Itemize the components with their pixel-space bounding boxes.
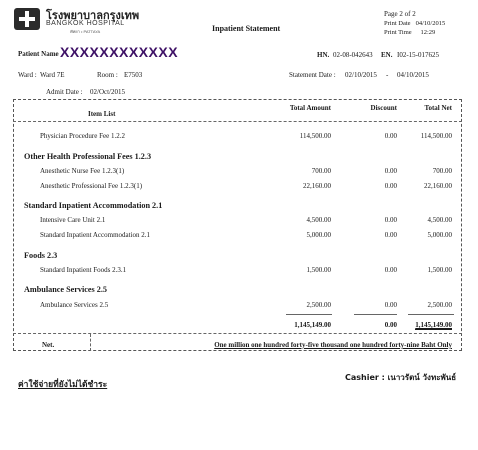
net-amount-in-words: One million one hundred forty-five thousand one hundred forty-nine Baht Only [214, 341, 452, 349]
category-heading: Ambulance Services 2.5 [24, 285, 108, 294]
table-row-label: Ambulance Services 2.5 [40, 301, 109, 309]
statement-from: 02/10/2015 [345, 71, 377, 79]
net-total-rule [408, 314, 454, 315]
admit-date: 02/Oct/2015 [90, 88, 125, 96]
statement-date-label: Statement Date : [289, 71, 336, 79]
total-amount: 1,145,149.00 [294, 321, 331, 329]
table-row-net: 1,500.00 [427, 266, 452, 274]
hn-value: 02-08-042643 [333, 51, 373, 59]
table-row-amount: 22,160.00 [303, 182, 331, 190]
hospital-cross-icon [14, 8, 40, 30]
column-header-net: Total Net [424, 104, 452, 112]
statement-to: 04/10/2015 [397, 71, 429, 79]
table-row-amount: 5,000.00 [306, 231, 331, 239]
total-discount: 0.00 [384, 321, 397, 329]
discount-total-rule [354, 314, 397, 315]
hospital-logo [14, 6, 184, 34]
page-number: Page 2 of 2 [384, 10, 416, 18]
table-row-amount: 1,500.00 [306, 266, 331, 274]
unpaid-remark: ค่าใช้จ่ายที่ยังไม่ได้ชำระ [18, 380, 108, 390]
cashier-name: Cashier : เนาวรัตน์ วังทะพันธ์ [345, 373, 457, 382]
en-value: I02-15-017625 [397, 51, 439, 59]
table-row-discount: 0.00 [384, 266, 397, 274]
table-row-amount: 700.00 [311, 167, 331, 175]
hn-label: HN. [317, 51, 330, 59]
room-value: E7503 [124, 71, 143, 79]
logo-english-text: BANGKOK HOSPITAL [46, 20, 125, 27]
table-row-discount: 0.00 [384, 182, 397, 190]
table-row-net: 114,500.00 [420, 132, 452, 140]
patient-name-label: Patient Name [18, 50, 59, 58]
column-header-item: Item List [88, 110, 116, 118]
column-header-amount: Total Amount [289, 104, 331, 112]
document-title: Inpatient Statement [212, 24, 281, 33]
net-label: Net. [42, 341, 55, 349]
net-column-divider [90, 334, 91, 351]
print-date-label: Print Date [384, 20, 411, 27]
table-row-discount: 0.00 [384, 231, 397, 239]
admit-date-label: Admit Date : [46, 88, 83, 96]
table-row-net: 4,500.00 [427, 216, 452, 224]
logo-thai-text: โรงพยาบาลกรุงเทพ [46, 9, 140, 22]
table-row-amount: 114,500.00 [299, 132, 331, 140]
header-divider [13, 121, 462, 122]
table-row-discount: 0.00 [384, 301, 397, 309]
logo-location-text: พัทยา • PATTAYA [70, 29, 101, 34]
print-date: 04/10/2015 [415, 20, 446, 27]
table-row-label: Anesthetic Nurse Fee 1.2.3(1) [40, 167, 125, 175]
table-row-label: Standard Inpatient Accommodation 2.1 [40, 231, 151, 239]
table-row-label: Anesthetic Professional Fee 1.2.3(1) [40, 182, 143, 190]
category-heading: Other Health Professional Fees 1.2.3 [24, 152, 152, 161]
table-row-net: 22,160.00 [424, 182, 452, 190]
table-row-amount: 2,500.00 [306, 301, 331, 309]
ward-value: Ward 7E [40, 71, 65, 79]
table-row-amount: 4,500.00 [306, 216, 331, 224]
category-heading: Standard Inpatient Accommodation 2.1 [24, 201, 163, 210]
table-row-discount: 0.00 [384, 167, 397, 175]
print-time-label: Print Time [384, 29, 412, 36]
category-heading: Foods 2.3 [24, 251, 58, 260]
total-net: 1,145,149.00 [415, 321, 452, 329]
print-time: 12:29 [420, 29, 436, 36]
patient-name: XXXXXXXXXXXX [60, 44, 179, 60]
table-row-discount: 0.00 [384, 216, 397, 224]
table-row-label: Standard Inpatient Foods 2.3.1 [40, 266, 127, 274]
en-label: EN. [381, 51, 393, 59]
table-row-discount: 0.00 [384, 132, 397, 140]
ward-label: Ward : [18, 71, 37, 79]
table-row-net: 2,500.00 [427, 301, 452, 309]
net-divider [13, 333, 462, 334]
statement-separator: - [386, 71, 389, 79]
table-row-label: Physician Procedure Fee 1.2.2 [40, 132, 125, 140]
room-label: Room : [97, 71, 118, 79]
table-row-net: 700.00 [432, 167, 452, 175]
table-row-label: Intensive Care Unit 2.1 [40, 216, 106, 224]
table-row-net: 5,000.00 [427, 231, 452, 239]
amount-total-rule [286, 314, 332, 315]
print-info [384, 10, 445, 37]
column-header-discount: Discount [370, 104, 397, 112]
